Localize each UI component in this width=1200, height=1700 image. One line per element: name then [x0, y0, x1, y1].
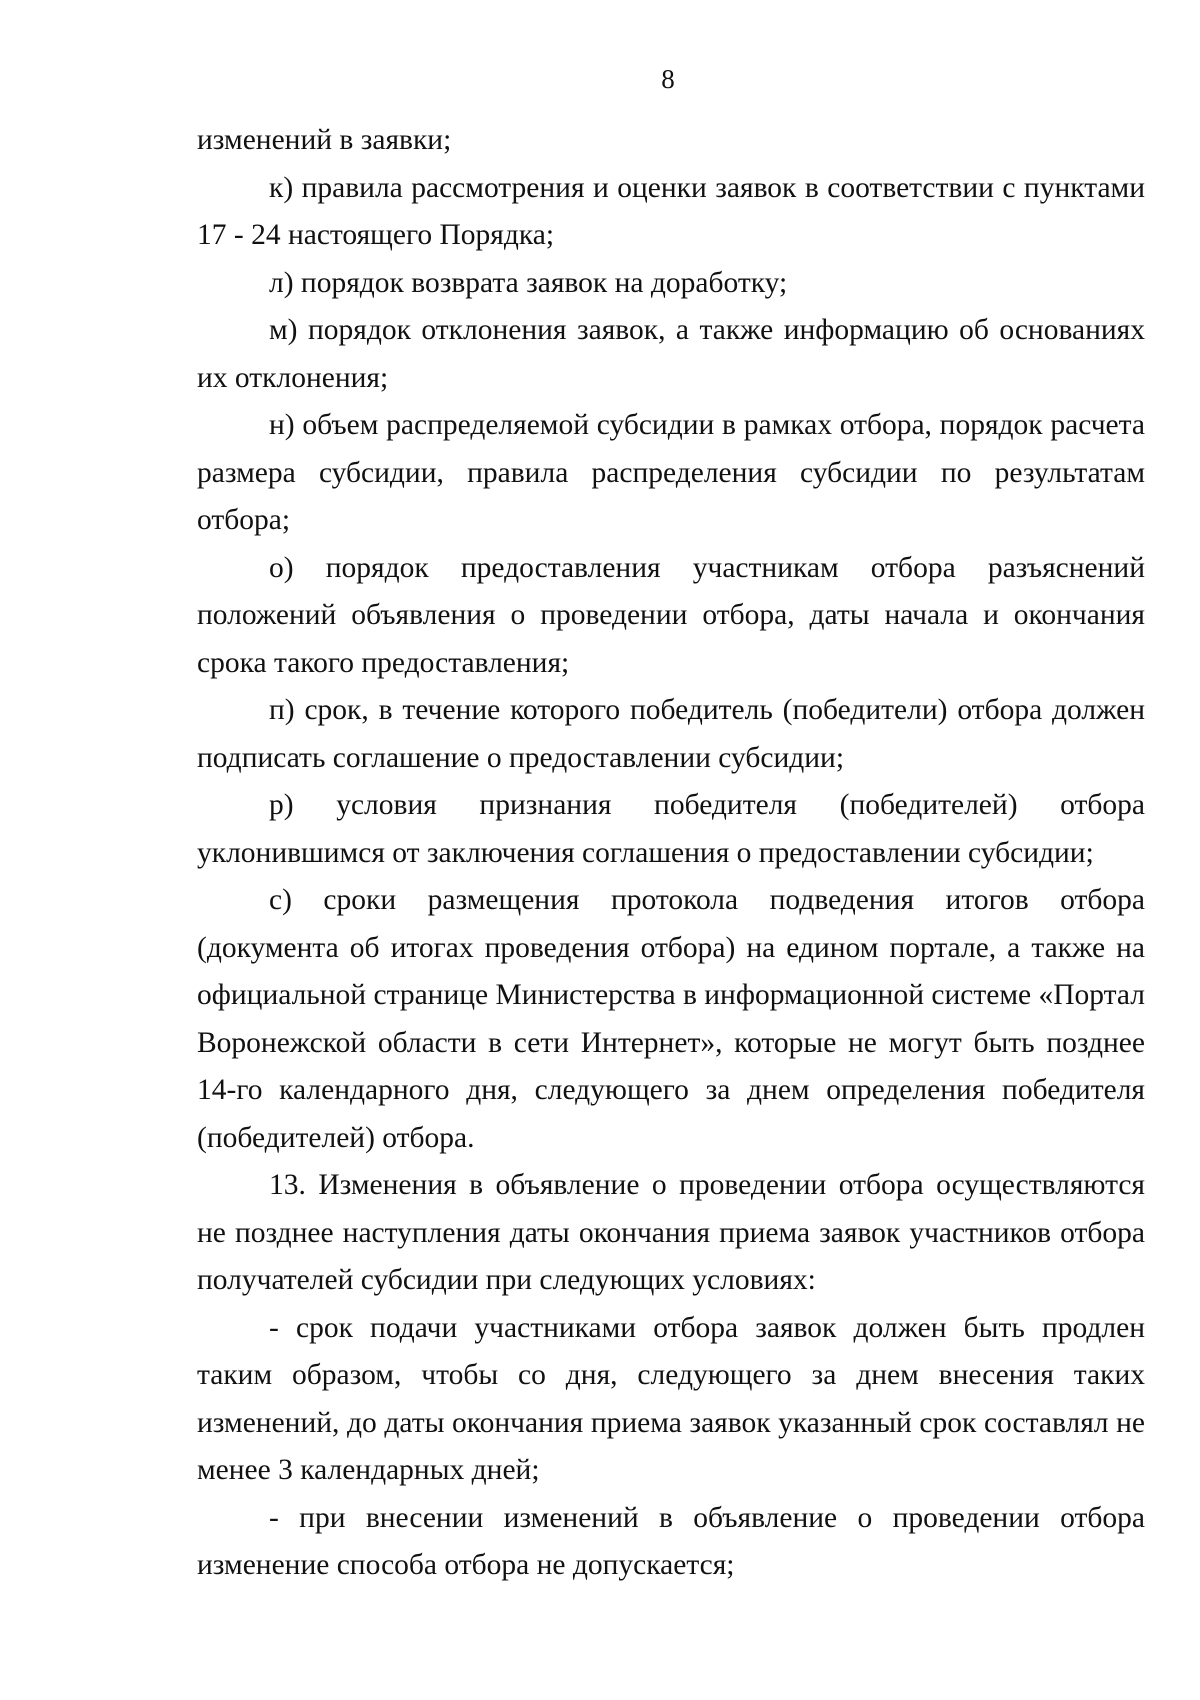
paragraph-continuation: изменений в заявки; — [197, 124, 452, 156]
paragraph-item-r: р) условия признания победителя (победителей) отбора уклонившимся от заключения соглашения о предоставлении субсидии; — [197, 789, 1145, 869]
page-number: 8 — [661, 64, 675, 94]
paragraph-section-13: 13. Изменения в объявление о проведении отбора осуществляются не позднее наступления даты окончания приема заявок участников отбора получателей субсидии при следующих условиях: — [197, 1169, 1145, 1296]
paragraph-item-o: о) порядок предоставления участникам отбора разъяснений положений объявления о проведении отбора, даты начала и окончания срока такого предоставления; — [197, 551, 1145, 679]
paragraph-item-l: л) порядок возврата заявок на доработку; — [269, 266, 788, 299]
paragraph-item-m: м) порядок отклонения заявок, а также информацию об основаниях их отклонения; — [197, 314, 1145, 394]
paragraph-condition-1: - срок подачи участниками отбора заявок должен быть продлен таким образом, чтобы со дня, следующего за днем внесения таких изменений, до даты окончания приема заявок указанный срок составлял не менее 3 календарных дней; — [197, 1311, 1145, 1486]
paragraph-condition-2: - при внесении изменений в объявление о проведении отбора изменение способа отбора не допускается; — [197, 1501, 1145, 1581]
paragraph-item-n: н) объем распределяемой субсидии в рамках отбора, порядок расчета размера субсидии, правила распределения субсидии по результатам отбора; — [197, 409, 1145, 536]
document-body — [197, 117, 1145, 1590]
paragraph-item-s: с) сроки размещения протокола подведения итогов отбора (документа об итогах проведения отбора) на едином портале, а также на официальной странице Министерства в информационной системе «Портал Воронежской области в сети Интернет», которые не могут быть позднее 14-го календарного дня, следующего за днем определения победителя (победителей) отбора. — [197, 884, 1145, 1154]
paragraph-item-k: к) правила рассмотрения и оценки заявок в соответствии с пунктами 17 - 24 настоящего Порядка; — [197, 171, 1145, 251]
paragraph-item-p: п) срок, в течение которого победитель (победители) отбора должен подписать соглашение о предоставлении субсидии; — [197, 694, 1145, 774]
